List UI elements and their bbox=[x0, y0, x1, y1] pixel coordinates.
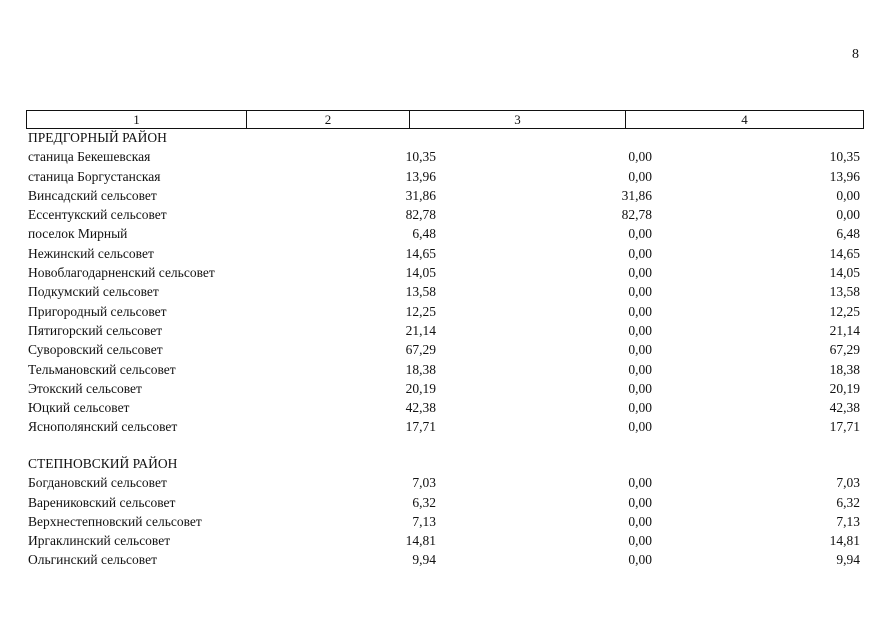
table-row bbox=[28, 147, 862, 166]
row-name: Яснополянский сельсовет bbox=[28, 419, 178, 435]
row-col-2: 82,78 bbox=[405, 207, 436, 223]
table-row bbox=[28, 417, 862, 436]
row-col-3: 0,00 bbox=[628, 149, 652, 165]
row-col-3: 0,00 bbox=[628, 533, 652, 549]
table-row bbox=[28, 360, 862, 379]
table-row bbox=[28, 531, 862, 550]
row-name: Нежинский сельсовет bbox=[28, 245, 154, 261]
row-col-3: 0,00 bbox=[628, 168, 652, 184]
row-col-4: 7,03 bbox=[836, 475, 860, 491]
row-col-2: 9,94 bbox=[412, 552, 436, 568]
table-row bbox=[28, 398, 862, 417]
row-col-4: 0,00 bbox=[836, 207, 860, 223]
section-stepnovsky bbox=[28, 454, 862, 570]
row-col-4: 7,13 bbox=[836, 513, 860, 529]
row-name: поселок Мирный bbox=[28, 226, 128, 242]
row-name: Винсадский сельсовет bbox=[28, 187, 157, 203]
page-number: 8 bbox=[852, 47, 859, 62]
row-col-2: 21,14 bbox=[405, 322, 436, 338]
table-row bbox=[28, 550, 862, 569]
row-col-3: 0,00 bbox=[628, 226, 652, 242]
table-row bbox=[28, 340, 862, 359]
row-col-3: 0,00 bbox=[628, 361, 652, 377]
row-name: Верхнестепновский сельсовет bbox=[28, 513, 202, 529]
table-row bbox=[28, 493, 862, 512]
table-row bbox=[28, 282, 862, 301]
row-col-2: 14,05 bbox=[405, 265, 436, 281]
row-col-3: 0,00 bbox=[628, 419, 652, 435]
header-col-2: 2 bbox=[247, 111, 410, 129]
row-col-2: 6,32 bbox=[412, 494, 436, 510]
table-row bbox=[28, 512, 862, 531]
row-col-3: 0,00 bbox=[628, 494, 652, 510]
row-name: Этокский сельсовет bbox=[28, 380, 142, 396]
row-name: станица Боргустанская bbox=[28, 168, 161, 184]
row-col-2: 14,81 bbox=[405, 533, 436, 549]
row-col-4: 17,71 bbox=[829, 419, 860, 435]
row-name: станица Бекешевская bbox=[28, 149, 151, 165]
district-title: ПРЕДГОРНЫЙ РАЙОН bbox=[28, 130, 167, 145]
table-row bbox=[28, 224, 862, 243]
row-col-2: 18,38 bbox=[405, 361, 436, 377]
row-col-2: 7,13 bbox=[412, 513, 436, 529]
row-col-4: 14,65 bbox=[829, 245, 860, 261]
header-row bbox=[27, 111, 864, 129]
table-row bbox=[28, 321, 862, 340]
table-row bbox=[28, 379, 862, 398]
district-title: СТЕПНОВСКИЙ РАЙОН bbox=[28, 456, 178, 471]
row-col-3: 0,00 bbox=[628, 265, 652, 281]
row-name: Пятигорский сельсовет bbox=[28, 322, 163, 338]
row-col-4: 18,38 bbox=[829, 361, 860, 377]
row-col-2: 13,58 bbox=[405, 284, 436, 300]
row-col-4: 13,58 bbox=[829, 284, 860, 300]
row-name: Пригородный сельсовет bbox=[28, 303, 167, 319]
row-col-4: 14,81 bbox=[829, 533, 860, 549]
row-name: Иргаклинский сельсовет bbox=[28, 533, 171, 549]
row-col-4: 67,29 bbox=[829, 342, 860, 358]
row-col-3: 0,00 bbox=[628, 475, 652, 491]
row-name: Ольгинский сельсовет bbox=[28, 552, 157, 568]
table-row bbox=[28, 302, 862, 321]
table-row bbox=[28, 186, 862, 205]
row-col-2: 31,86 bbox=[405, 187, 436, 203]
row-name: Тельмановский сельсовет bbox=[28, 361, 176, 377]
row-col-4: 42,38 bbox=[829, 400, 860, 416]
row-name: Юцкий сельсовет bbox=[28, 400, 130, 416]
row-name: Новоблагодарненский сельсовет bbox=[28, 265, 215, 281]
table-row bbox=[28, 244, 862, 263]
row-col-2: 17,71 bbox=[405, 419, 436, 435]
row-col-2: 6,48 bbox=[412, 226, 436, 242]
row-col-3: 0,00 bbox=[628, 342, 652, 358]
row-col-3: 0,00 bbox=[628, 303, 652, 319]
header-col-1: 1 bbox=[27, 111, 247, 129]
row-col-3: 0,00 bbox=[628, 284, 652, 300]
row-col-2: 20,19 bbox=[405, 380, 436, 396]
row-col-2: 42,38 bbox=[405, 400, 436, 416]
row-col-4: 13,96 bbox=[829, 168, 860, 184]
table-row bbox=[28, 205, 862, 224]
row-name: Богдановский сельсовет bbox=[28, 475, 167, 491]
row-col-2: 67,29 bbox=[405, 342, 436, 358]
row-col-4: 14,05 bbox=[829, 265, 860, 281]
row-name: Подкумский сельсовет bbox=[28, 284, 159, 300]
row-col-3: 0,00 bbox=[628, 400, 652, 416]
row-col-3: 31,86 bbox=[621, 187, 652, 203]
row-col-4: 12,25 bbox=[829, 303, 860, 319]
row-col-4: 21,14 bbox=[829, 322, 860, 338]
row-name: Варениковский сельсовет bbox=[28, 494, 176, 510]
row-col-3: 0,00 bbox=[628, 322, 652, 338]
row-col-3: 0,00 bbox=[628, 513, 652, 529]
row-col-2: 12,25 bbox=[405, 303, 436, 319]
row-col-3: 0,00 bbox=[628, 245, 652, 261]
header-col-4: 4 bbox=[626, 111, 864, 129]
row-col-2: 14,65 bbox=[405, 245, 436, 261]
row-col-3: 82,78 bbox=[621, 207, 652, 223]
row-col-2: 7,03 bbox=[412, 475, 436, 491]
row-col-2: 13,96 bbox=[405, 168, 436, 184]
row-col-4: 10,35 bbox=[829, 149, 860, 165]
row-col-3: 0,00 bbox=[628, 380, 652, 396]
row-col-4: 0,00 bbox=[836, 187, 860, 203]
row-col-2: 10,35 bbox=[405, 149, 436, 165]
header-col-3: 3 bbox=[410, 111, 626, 129]
row-col-3: 0,00 bbox=[628, 552, 652, 568]
table-row bbox=[28, 167, 862, 186]
row-col-4: 6,48 bbox=[836, 226, 860, 242]
table-row bbox=[28, 263, 862, 282]
row-col-4: 6,32 bbox=[836, 494, 860, 510]
row-name: Ессентукский сельсовет bbox=[28, 207, 167, 223]
row-col-4: 9,94 bbox=[836, 552, 860, 568]
table-row bbox=[28, 473, 862, 492]
row-name: Суворовский сельсовет bbox=[28, 342, 163, 358]
section-predgorny bbox=[28, 128, 862, 437]
table-header bbox=[26, 110, 864, 129]
row-col-4: 20,19 bbox=[829, 380, 860, 396]
